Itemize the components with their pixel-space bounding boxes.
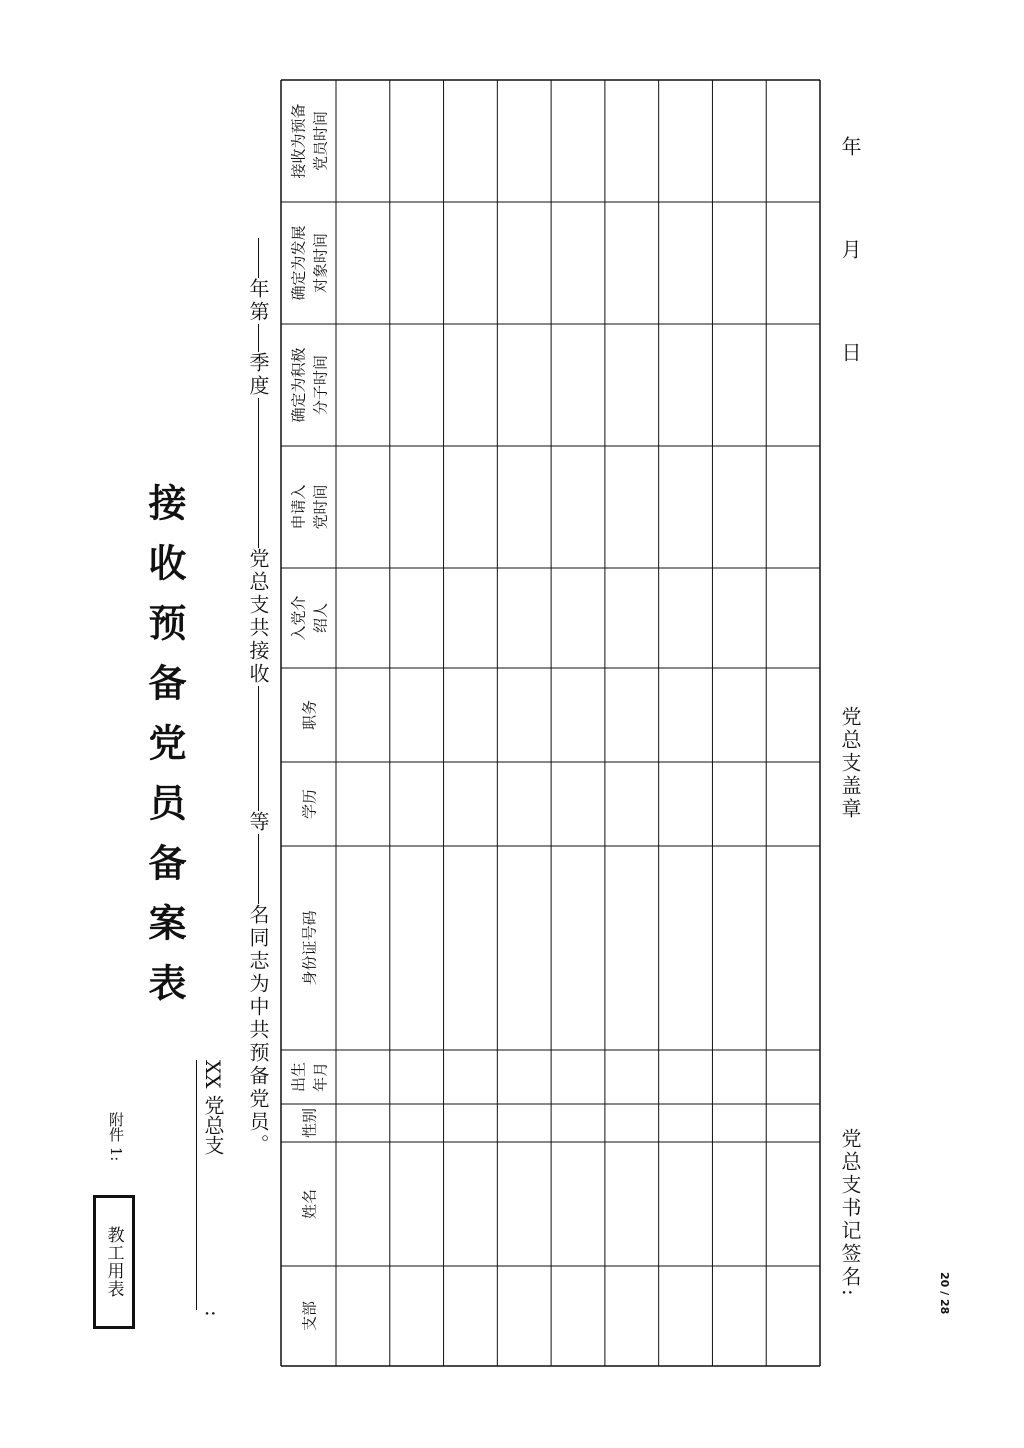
date-year: 年	[838, 136, 862, 159]
column-header-label: 确定为积极	[289, 347, 308, 423]
column-header	[290, 347, 330, 422]
column-header	[290, 595, 330, 640]
column-header-label: 姓名	[300, 1188, 319, 1220]
column-header	[301, 1108, 319, 1138]
column-header-label: 对象时间	[311, 232, 330, 294]
column-header-label: 出生	[289, 1061, 308, 1093]
column-header-label: 确定为发展	[289, 225, 308, 301]
intro-part4: 等	[246, 811, 270, 834]
column-header-label: 年月	[311, 1061, 330, 1093]
column-header	[290, 103, 330, 178]
column-header	[301, 910, 319, 985]
column-header-label: 绍人	[311, 602, 330, 634]
page-number: 20 / 28	[938, 1272, 951, 1315]
column-header	[301, 700, 319, 730]
date-line	[836, 136, 865, 365]
intro-part3: 党总支共接收	[246, 548, 270, 686]
badge-label: 教工用表	[103, 1226, 124, 1298]
column-header-label: 接收为预备	[289, 103, 308, 179]
column-header	[290, 484, 330, 529]
column-header-label: 职务	[300, 699, 319, 731]
column-header-label: 党员时间	[311, 110, 330, 172]
column-header	[290, 225, 330, 300]
intro-part1: 年第	[246, 278, 270, 324]
date-month: 月	[838, 239, 862, 262]
document-title: 接收预备党员备案表	[142, 483, 187, 1023]
column-header-label: 申请入	[289, 484, 308, 530]
column-header-label: 分子时间	[311, 354, 330, 416]
branch-name: XX 党总支	[196, 1060, 228, 1310]
column-header-label: 性别	[300, 1107, 319, 1139]
branch-colon: :	[201, 1310, 225, 1317]
intro-part2: 季度	[246, 352, 270, 398]
annex-label: 附件 1:	[107, 1112, 125, 1162]
column-header	[301, 1189, 319, 1219]
column-header-label: 支部	[300, 1300, 319, 1332]
column-header-label: 入党介	[289, 595, 308, 641]
column-header-label: 学历	[300, 788, 319, 820]
column-header	[301, 1301, 319, 1331]
secretary-signature-label: 党总支书记签名:	[838, 1128, 862, 1299]
column-header	[301, 789, 319, 819]
column-header-label: 身份证号码	[300, 910, 319, 986]
column-header-label: 党时间	[311, 484, 330, 530]
column-header	[290, 1062, 330, 1092]
intro-part5: 名同志为中共预备党员。	[246, 904, 270, 1157]
date-day: 日	[838, 342, 862, 365]
seal-label: 党总支盖章	[838, 706, 862, 821]
